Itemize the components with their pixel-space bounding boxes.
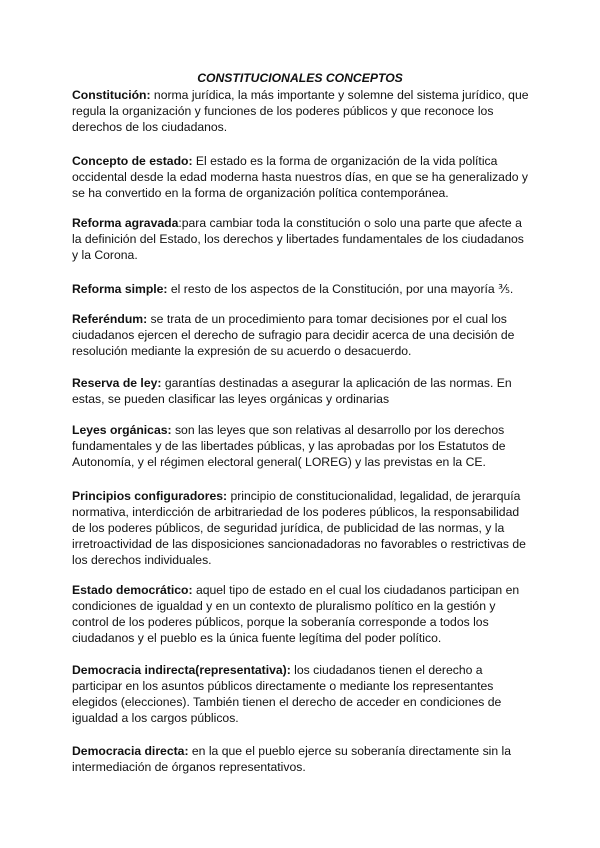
entry-term: Principios configuradores: (72, 489, 228, 503)
entry-definition: en la que el pueblo ejerce su soberanía directamente sin la intermediación de órganos representativos. (72, 744, 512, 774)
entry-term: Leyes orgánicas: (72, 423, 172, 437)
entry-definition: garantías destinadas a asegurar la aplicación de las normas. En estas, se pueden clasificar las leyes orgánicas y ordinarias (72, 376, 512, 406)
definition-entry (72, 743, 530, 775)
entry-definition: se trata de un procedimiento para tomar decisiones por el cual los ciudadanos ejercen el derecho de sufragio para decidir acerca de una decisión de resolución mediante la expresión de su acuerdo o desacuerdo. (72, 312, 515, 358)
entry-term: Reserva de ley: (72, 376, 162, 390)
entry-term: Reforma simple: (72, 282, 168, 296)
entry-term: Concepto de estado: (72, 154, 193, 168)
definition-entry (72, 311, 530, 359)
entry-definition: los ciudadanos tienen el derecho a participar en los asuntos públicos directamente o mediante los representantes elegidos (elecciones). También tienen el derecho de acceder en condiciones de igualdad a los cargos públicos. (72, 663, 502, 725)
definition-entry (72, 153, 530, 201)
definition-entry (72, 662, 530, 726)
definition-entry (72, 375, 530, 407)
entry-term: Referéndum: (72, 312, 148, 326)
document-title: CONSTITUCIONALES CONCEPTOS (197, 71, 403, 85)
entry-term: Constitución: (72, 88, 151, 102)
entry-definition: aquel tipo de estado en el cual los ciudadanos participan en condiciones de igualdad y en un contexto de pluralismo político en la gestión y control de los poderes públicos, porque la soberanía corresponde a todos los ciudadanos y el pueblo es la única fuente legítima del poder político. (72, 583, 520, 645)
entry-definition: principio de constitucionalidad, legalidad, de jerarquía normativa, interdicción de arbitrariedad de los poderes públicos, la responsabilidad de los poderes públicos, de seguridad jurídica, de publicidad de las normas, y la irretroactividad de las disposiciones sancionadadoras no favorables o restrictivas de los derechos individuales. (72, 489, 526, 567)
entry-definition: El estado es la forma de organización de la vida política occidental desde la edad moderna hasta nuestros días, en que se ha generalizado y se ha convertido en la forma de organización política contemporánea. (72, 154, 528, 200)
entry-term: Democracia indirecta(representativa): (72, 663, 291, 677)
definition-entry (72, 87, 530, 135)
entry-definition: norma jurídica, la más importante y solemne del sistema jurídico, que regula la organización y funciones de los poderes públicos y que reconoce los derechos de los ciudadanos. (72, 88, 529, 134)
definition-entry (72, 281, 530, 297)
entry-term: Estado democrático: (72, 583, 193, 597)
entry-definition: son las leyes que son relativas al desarrollo por los derechos fundamentales y de las libertades públicas, y las aprobadas por los Estatutos de Autonomía, y el régimen electoral general( LOREG) y las previstas en la CE. (72, 423, 506, 469)
entry-definition: :para cambiar toda la constitución o solo una parte que afecte a la definición del Estado, los derechos y libertades fundamentales de los ciudadanos y la Corona. (72, 216, 524, 262)
entry-definition: el resto de los aspectos de la Constitución, por una mayoría ⅗. (167, 282, 514, 296)
definition-entry (72, 422, 530, 470)
definition-entry (72, 488, 530, 568)
entry-term: Democracia directa: (72, 744, 189, 758)
definition-entry (72, 215, 530, 263)
definition-entry (72, 582, 530, 646)
entry-term: Reforma agravada (72, 216, 179, 230)
